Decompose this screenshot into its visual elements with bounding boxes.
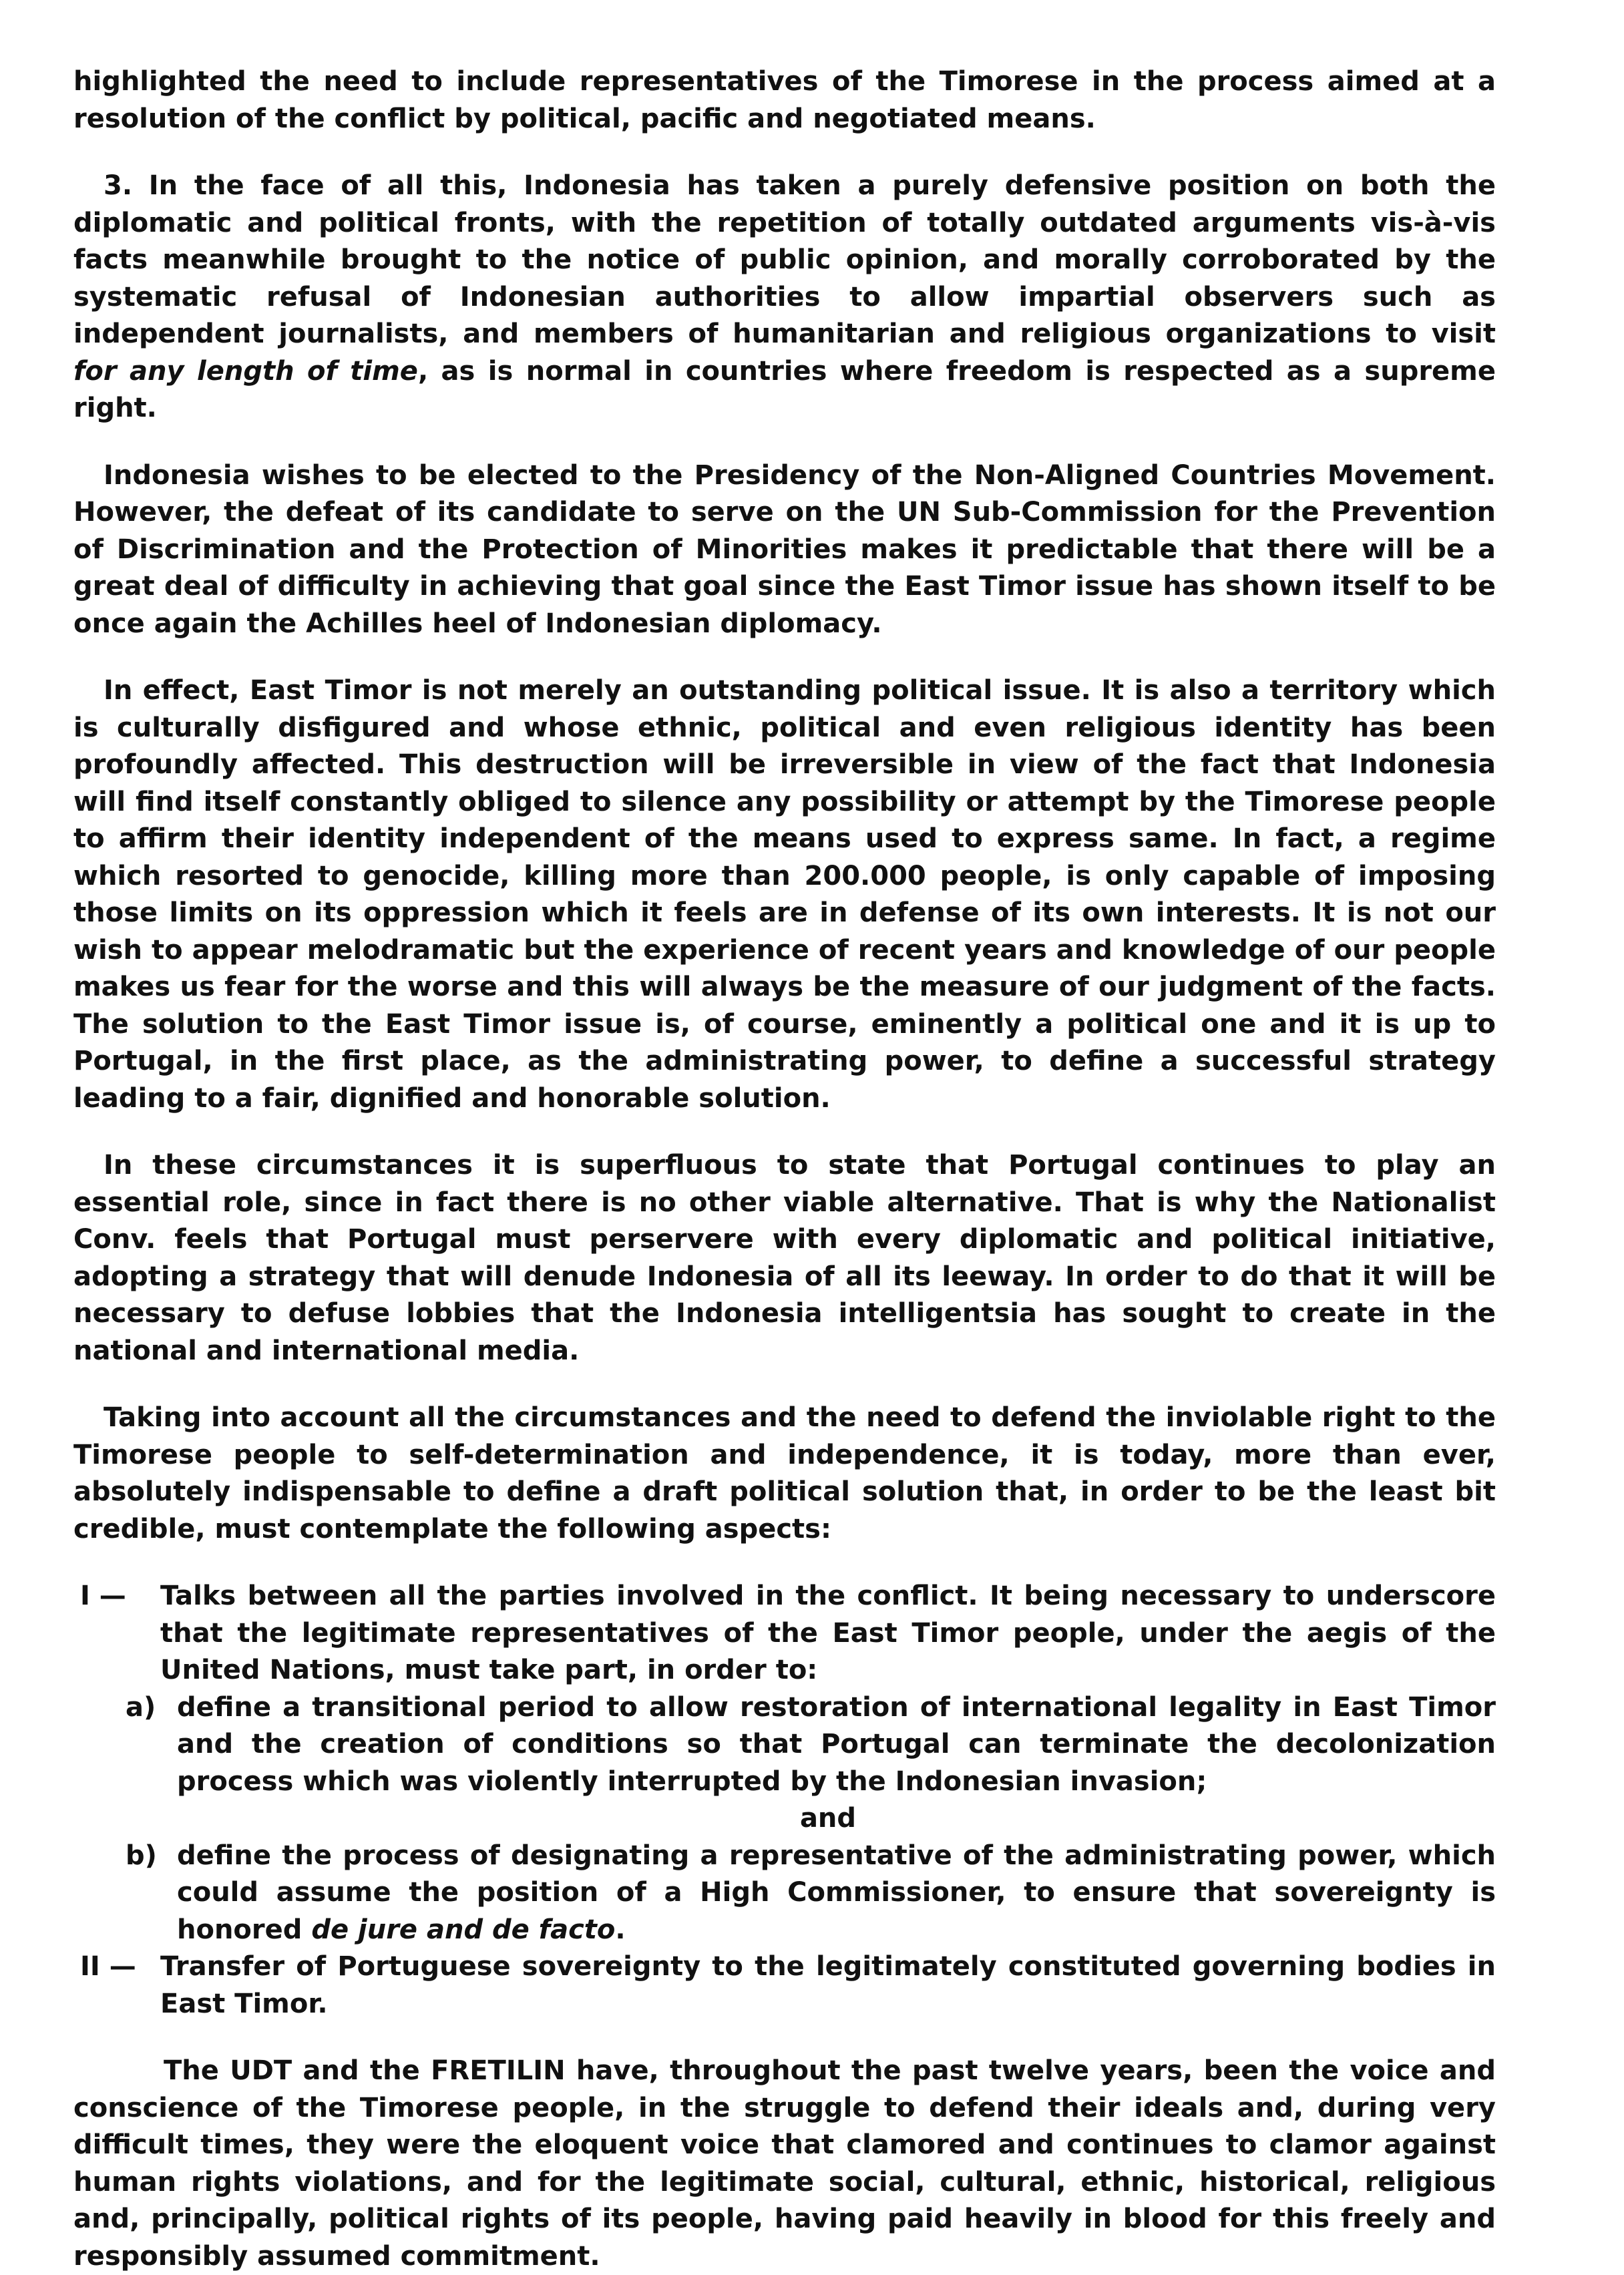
list-item-1 xyxy=(73,1578,1496,1800)
sub-item-a-text: define a transitional period to allow restoration of international legality in East Timor and the creation of conditions so that Portugal can terminate the decolonization process which was violently interrupted by the Indonesian invasion; xyxy=(177,1691,1496,1797)
list-item-1-text: Talks between all the parties involved in the conflict. It being necessary to underscore that the legitimate representatives of the East Timor people, under the aegis of the United Nations, must take part, in order to: xyxy=(160,1581,1496,1685)
paragraph-3-text: 3. In the face of all this, Indonesia has taken a purely defensive position on both the diplomatic and political fronts, with the repetition of totally outdated arguments vis-à-vis facts meanwhile brought to the notice of public opinion, and morally corroborated by the systematic refusal of Indonesian authorities to allow impartial observers such as independent journalists, and members of humanitarian and religious organizations to visit xyxy=(73,170,1496,349)
sub-item-b-paragraph xyxy=(177,1838,1496,1949)
paragraph-presidency: Indonesia wishes to be elected to the Presidency of the Non-Aligned Countries Movement. However, the defeat of its candidate to serve on the UN Sub-Commission for the Prevention of Discrimination and the Protection of Minorities makes it predictable that there will be a great deal of difficulty in achieving that goal since the East Timor issue has shown itself to be once again the Achilles heel of Indonesian diplomacy. xyxy=(73,459,1496,639)
paragraph-in-effect: In effect, East Timor is not merely an outstanding political issue. It is also a territory which is culturally disfigured and whose ethnic, political and even religious identity has been profoundly affected. This destruction will be irreversible in view of the fact that Indonesia will find itself constantly obliged to silence any possibility or attempt by the Timorese people to affirm their identity independent of the means used to express same. In fact, a regime which resorted to genocide, killing more than 200.000 people, is only capable of imposing those limits on its oppression which it feels are in defense of its own interests. It is not our wish to appear melodramatic but the experience of recent years and knowledge of our people makes us fear for the worse and this will always be the measure of our judgment of the facts. The solution to the East Timor issue is, of course, eminently a political one and it is up to Portugal, in the first place, as the administrating power, to define a successful strategy leading to a fair, dignified and honorable solution. xyxy=(73,675,1496,1114)
sub-item-b xyxy=(73,1838,1496,1949)
sub-item-b-wrapper xyxy=(73,1838,1496,1949)
paragraph-3 xyxy=(73,168,1496,427)
paragraph-continuation: highlighted the need to include representatives of the Timorese in the process aimed at a resolution of the conflict by political, pacific and negotiated means. xyxy=(73,66,1496,134)
paragraph-circumstances: In these circumstances it is superfluous to state that Portugal continues to play an essential role, since in fact there is no other viable alternative. That is why the Nationalist Conv. feels that Portugal must perservere with every diplomatic and political initiative, adopting a strategy that will denude Indonesia of all its leeway. In order to do that it will be necessary to defuse lobbies that the Indonesia intelligentsia has sought to create in the national and international media. xyxy=(73,1150,1496,1366)
and-connector: and xyxy=(799,1803,857,1834)
sub-item-b-italic: de jure and de facto xyxy=(311,1914,616,1945)
paragraph-udt-fretilin: The UDT and the FRETILIN have, throughout the past twelve years, been the voice and conscience of the Timorese people, in the struggle to defend their ideals and, during very difficult times, they were the eloquent voice that clamored and continues to clamor against human rights violations, and for the legitimate social, cultural, ethnic, historical, religious and, principally, political rights of its people, having paid heavily in blood for this freely and responsibly assumed commitment. xyxy=(73,2055,1496,2272)
sub-item-b-text: define the process of designating a representative of the administrating power, which could assume the position of a High Commissioner, to ensure that sovereignty is honored xyxy=(177,1840,1496,1945)
paragraph-3-italic: for any length of time xyxy=(73,355,418,387)
sub-marker-a: a) xyxy=(126,1691,156,1723)
list-item-2-text: Transfer of Portuguese sovereignty to the legitimately constituted governing bodies in East Timor. xyxy=(160,1951,1496,2019)
sub-marker-b: b) xyxy=(126,1840,157,1871)
list-marker-2: II — xyxy=(80,1951,136,1982)
list-marker-1: I — xyxy=(80,1581,126,1611)
paragraph-3-end: , as is normal in countries where freedom is respected as a supreme right. xyxy=(73,355,1496,423)
document-page xyxy=(73,63,1496,2275)
list-item-2 xyxy=(73,1948,1496,2023)
sub-item-a xyxy=(73,1689,1496,1801)
paragraph-aspects: Taking into account all the circumstances and the need to defend the inviolable right to the Timorese people to self-determination and independence, it is today, more than ever, absolutely indispensable to define a draft political solution that, in order to be the least bit credible, must contemplate the following aspects: xyxy=(73,1402,1496,1544)
sub-item-b-end: . xyxy=(615,1914,626,1945)
